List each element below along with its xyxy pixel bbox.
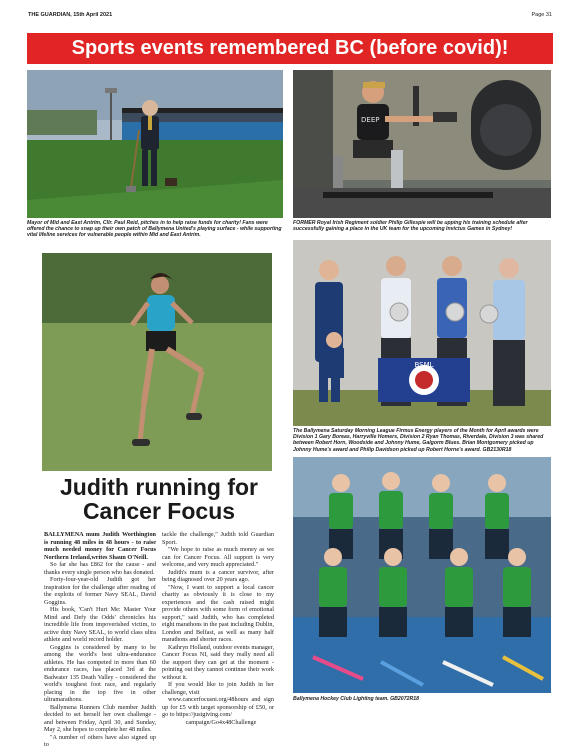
article-paragraph: Ballymena Runners Club member Judith decided to set herself her own challenge - and between Friday, April 30, and Sunday, May 2, she hopes to complete her 48 miles. — [44, 703, 156, 733]
article-paragraph: Judith's mum is a cancer survivor, after being diagnosed over 20 years ago. — [162, 568, 274, 583]
article-paragraph: BALLYMENA mum Judith Worthington is running 48 miles in 48 hours - to raise much needed money for Cancer Focus Northern Ireland,writes Shaun O'Neill. — [44, 531, 156, 561]
article-paragraph: If you would like to join Judith in her challenge, visit — [162, 681, 274, 696]
awards-photo-caption: The Ballymena Saturday Morning League Firmus Energy players of the Month for April awards were Division 1 Gary Boreas, Harryville Homers, Division 2 Ryan Thomas, Riverdale, Division 3 was shared between Robert Horn, Woodside and Johnny Hume, Galgorm Blues. Brian Montgomery picked up Johnny Hume's award and Philip Davidson picked up Robert Horne's award. GB2130R18 — [293, 428, 544, 453]
article-paragraph: campaign/Go4x48Challenge — [185, 718, 257, 726]
page-banner — [27, 33, 553, 64]
article-paragraph: His book, 'Can't Hurt Me: Master Your Mind and Defy the Odds' chronicles his incredible life from impoverished victim, to active duty Navy SEAL, to world class ultra athlete and world record holder. — [44, 606, 156, 643]
article-paragraph: "A number of others have also signed up to — [44, 733, 156, 748]
article-headline: Judith running for Cancer Focus — [59, 474, 258, 524]
awards-group-photo — [293, 240, 551, 426]
article-paragraph: www.cancerfocusni.org/48hours and sign up for £5 with target sponsorship of £50, or go to https://justgiving.com/ — [162, 696, 274, 718]
article-paragraph: Goggins is considered by many to be among the world's best ultra-endurance athletes. He has competed in more than 60 endurance races, has placed 3rd at the Badwater 135 Death Valley - considered the world's toughest foot race, and regularly placing in the top five in other ultramarathons. — [44, 643, 156, 703]
rowing-training-photo — [293, 70, 551, 218]
hockey-team-photo — [293, 457, 551, 693]
mayor-stadium-photo — [27, 70, 283, 218]
article-paragraph: "We hope to raise as much money as we can for Cancer Focus. All support is very welcome, and very much appreciated." — [162, 546, 274, 568]
banner-headline: Sports events remembered BC (before covid)! — [71, 37, 509, 59]
page-number: Page 31 — [531, 12, 552, 18]
hockey-photo-caption: Ballymena Hockey Club Lighting team. GB2072R18 — [293, 696, 419, 702]
awards-banner-text: BSML — [414, 361, 434, 369]
svg-text:DEEP: DEEP — [361, 116, 380, 124]
newspaper-dateline: THE GUARDIAN, 15th April 2021 — [28, 12, 113, 18]
article-paragraph: So far she has £862 for the cause - and thanks every single person who has donated. — [44, 561, 156, 576]
article-column-2 — [162, 531, 274, 726]
mayor-photo-caption: Mayor of Mid and East Antrim, Cllr. Paul Reid, pitches in to help raise funds for charity! Fans were offered the chance to snap up their own patch of Ballymena United's playing surface - while supporting vital lifeline services for vulnerable people within Mid and East Antrim. — [27, 220, 282, 239]
runner-photo — [42, 253, 272, 471]
article-paragraph: tackle the challenge," Judith told Guardian Sport. — [162, 531, 274, 546]
article-paragraph: Kathryn Holland, outdoor events manager, Cancer Focus NI, said they really need all the support they can get at the moment - pointing out they cannot continue their work without it. — [162, 643, 274, 681]
article-paragraph: "Now, I want to support a local cancer charity as obviously it is close to my experiences and the cash raised might provide others with some form of emotional support," said Judith, who has completed eight marathons in the past including Dublin, London and Belfast, as well as many half marathons and shorter races. — [162, 583, 274, 643]
article-column-1 — [44, 531, 156, 749]
article-paragraph: Forty-four-year-old Judith got her inspiration for the challenge after reading of the exploits of former Navy SEAL, David Goggins. — [44, 576, 156, 606]
rowing-photo-caption: FORMER Royal Irish Regiment soldier Philip Gillespie will be upping his training schedule after successfully gaining a place in the UK team for the upcoming Invictus Games in Sydney! — [293, 220, 528, 233]
